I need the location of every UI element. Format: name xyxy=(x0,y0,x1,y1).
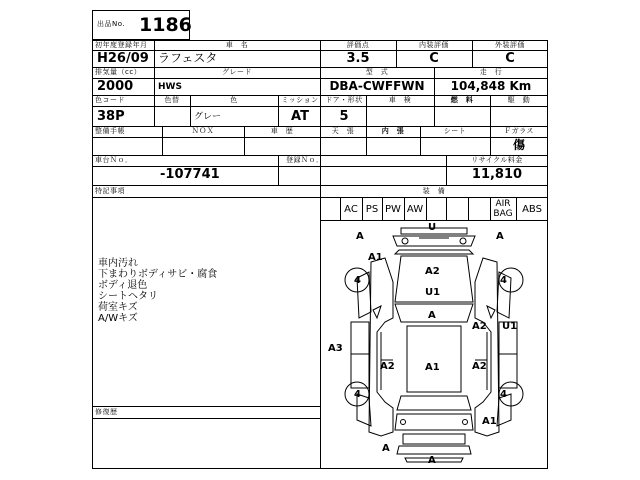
lot-number: 1186 xyxy=(139,14,192,36)
manual-label: 整備手帳 xyxy=(95,127,125,135)
mark-rear-door-r-a2: A2 xyxy=(472,361,487,372)
chassis-label: 車台Ｎｏ． xyxy=(95,156,133,164)
remark-item: A/Wキズ xyxy=(98,313,138,324)
recycle-value: 11,810 xyxy=(471,167,523,182)
remark-item: ボディ退色 xyxy=(98,280,148,291)
grade-value: HWS xyxy=(158,82,182,92)
model-label: 型 式 xyxy=(365,68,389,76)
car-name-value: ラフェスタ xyxy=(158,51,218,65)
mark-tire-fr: 4 xyxy=(500,275,507,286)
exterior-value: C xyxy=(505,51,515,66)
equipment-airbag: AIR BAG xyxy=(493,199,513,219)
reg-no-label: 登録Ｎｏ． xyxy=(286,156,324,164)
inspection-label: 車 検 xyxy=(388,96,412,104)
lot-number-label: 出品No. xyxy=(97,20,126,28)
mark-rear-quarter-a1: A1 xyxy=(482,416,497,427)
equipment-abs: ABS xyxy=(522,204,542,215)
equipment-label: 装 備 xyxy=(422,187,446,195)
equipment-pw: PW xyxy=(385,204,401,215)
equipment-aw: AW xyxy=(406,204,424,215)
exterior-label: 外装評価 xyxy=(495,41,525,49)
car-name-label: 車 名 xyxy=(225,41,249,49)
color-type-label: 色替 xyxy=(164,96,180,104)
remarks-list xyxy=(98,258,217,324)
remarks-label: 特記事項 xyxy=(95,187,125,195)
equipment-ac: AC xyxy=(344,204,358,215)
interior-label: 内装評価 xyxy=(419,41,449,49)
nox-label: ＮＯＸ xyxy=(191,127,215,135)
doors-label: ドア・形状 xyxy=(325,96,363,104)
mark-rear-a: A xyxy=(428,455,436,466)
repair-label: 修復歴 xyxy=(95,408,118,416)
seat-label: シート xyxy=(443,127,467,135)
fglass-label: Ｆガラス xyxy=(504,127,534,135)
mark-tire-fl: 4 xyxy=(354,275,361,286)
fglass-value: 傷 xyxy=(512,138,525,152)
sunroof-label: 天 張 xyxy=(331,127,355,135)
mark-tire-rr: 4 xyxy=(500,389,507,400)
mark-front-left-a: A xyxy=(356,231,364,242)
drive-label: 駆 動 xyxy=(507,96,531,104)
mileage-label: 走 行 xyxy=(479,68,503,76)
mileage-value: 104,848 Km xyxy=(450,79,532,93)
history-label: 車 歴 xyxy=(270,127,294,135)
grade-label: グレード xyxy=(222,68,252,76)
interior-value: C xyxy=(429,51,439,66)
mark-front-right-a: A xyxy=(496,231,504,242)
reg-date-value: H26/09 xyxy=(97,51,149,66)
interior2-label: 内 張 xyxy=(381,127,405,135)
model-value: DBA-CWFFWN xyxy=(329,79,425,93)
remark-item: シートヘタリ xyxy=(98,291,158,302)
mark-hood-u1: U1 xyxy=(425,287,441,298)
remark-item: 荷室キズ xyxy=(98,302,138,313)
color-code-label: 色コード xyxy=(95,96,125,104)
displacement-value: 2000 xyxy=(97,79,134,94)
remark-item: 下まわりボディサビ・腐食 xyxy=(98,269,218,280)
remark-item: 車内汚れ xyxy=(98,258,138,269)
mark-rear-door-l-a2: A2 xyxy=(380,361,395,372)
chassis-value: -107741 xyxy=(160,167,220,182)
displacement-label: 排気量（cc） xyxy=(95,68,142,76)
mark-front-door-r-u1: U1 xyxy=(502,321,518,332)
score-value: 3.5 xyxy=(346,51,370,66)
equipment-ps: PS xyxy=(365,204,379,215)
mark-front-u: U xyxy=(428,222,437,233)
score-label: 評価点 xyxy=(346,41,370,49)
mark-roof-a: A xyxy=(428,310,436,321)
recycle-label: リサイクル料金 xyxy=(471,156,523,164)
color-value: グレー xyxy=(194,112,222,122)
mark-side-left-a3: A3 xyxy=(328,343,343,354)
mark-rear-roof-a1: A1 xyxy=(425,362,440,373)
transmission-value: AT xyxy=(291,109,309,124)
car-diagram xyxy=(321,222,547,468)
mark-rear-left-a: A xyxy=(382,443,390,454)
fuel-label: 燃 料 xyxy=(450,96,474,104)
mark-front-fender-a1: A1 xyxy=(368,252,383,263)
lot-number-box xyxy=(92,10,190,40)
color-code-value: 38P xyxy=(97,109,125,124)
transmission-label: ミッション xyxy=(281,96,319,104)
reg-date-label: 初年度登録年月 xyxy=(95,41,148,49)
mark-hood-a2: A2 xyxy=(425,266,440,277)
doors-value: 5 xyxy=(339,109,349,124)
mark-tire-rl: 4 xyxy=(354,389,361,400)
mark-front-door-r-a2: A2 xyxy=(472,321,487,332)
color-label: 色 xyxy=(230,96,238,104)
